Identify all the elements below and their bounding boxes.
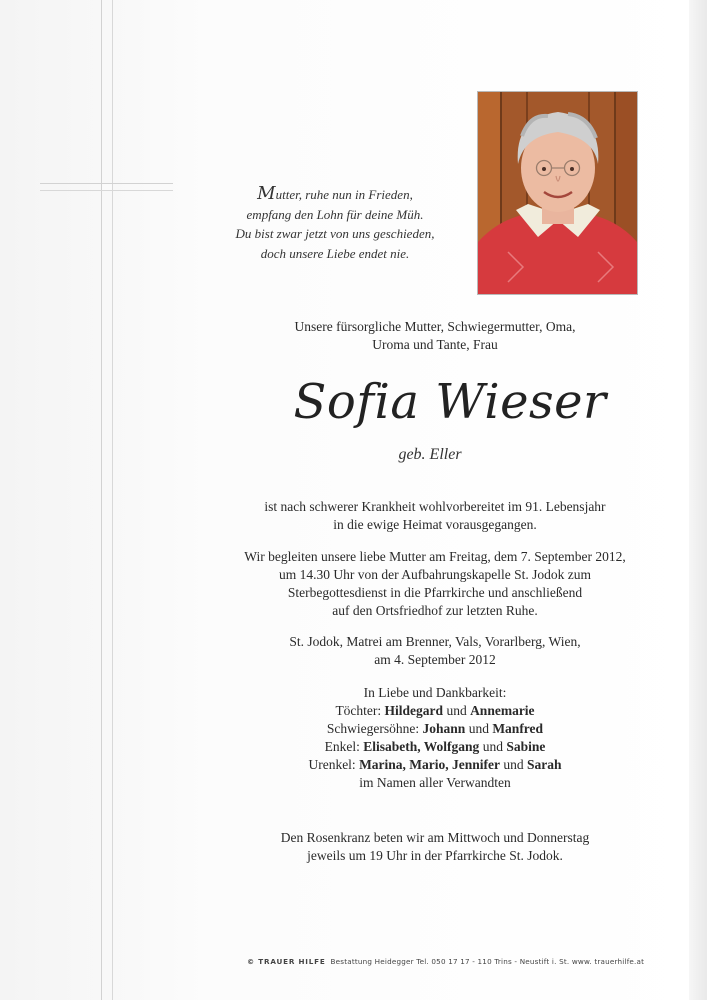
sons-in-law-row: Schwiegersöhne: Johann und Manfred	[326, 721, 544, 736]
funeral-details: Wir begleiten unsere liebe Mutter am Freitag, dem 7. September 2012, um 14.30 Uhr von der Aufbahrungskapelle St. Jodok zum Sterbegottesdienst in die Pfarrkirche und anschließend auf den Ortsfriedhof zur letzten Ruhe.	[244, 549, 626, 618]
portrait-photo	[477, 91, 638, 295]
family-closing: im Namen aller Verwandten	[359, 775, 511, 790]
family-list	[200, 684, 670, 792]
poem-initial: M	[257, 183, 276, 204]
cross-vertical-beam	[101, 0, 113, 1000]
family-heading: In Liebe und Dankbarkeit:	[363, 685, 507, 700]
grandchildren-row: Enkel: Elisabeth, Wolfgang und Sabine	[324, 739, 546, 754]
footer-contact: Bestattung Heidegger Tel. 050 17 17 - 110 Trins - Neustift i. St. www. trauerhilfe.at	[330, 957, 645, 966]
poem-line-1: Mutter, ruhe nun in Frieden,	[257, 183, 413, 204]
footer	[247, 957, 647, 966]
poem-line-3: Du bist zwar jetzt von uns geschieden,	[235, 226, 435, 241]
poem-line-4: doch unsere Liebe endet nie.	[260, 245, 410, 261]
birth-name: geb. Eller	[398, 446, 462, 463]
page-edge	[689, 0, 707, 1000]
cross-intersection	[102, 184, 112, 190]
intro-text: Unsere fürsorgliche Mutter, Schwiegermutter, Oma, Uroma und Tante, Frau	[294, 319, 576, 352]
footer-brand: © TRAUER HILFE	[247, 957, 326, 966]
great-grandchildren-row: Urenkel: Marina, Mario, Jennifer und Sarah	[308, 757, 562, 772]
poem-line-2: empfang den Lohn für deine Müh.	[246, 206, 424, 222]
memorial-poem	[215, 184, 455, 263]
deceased-name: Sofia Wieser	[293, 374, 607, 430]
place-and-date: St. Jodok, Matrei am Brenner, Vals, Vorarlberg, Wien, am 4. September 2012	[289, 634, 581, 667]
death-notice: ist nach schwerer Krankheit wohlvorbereitet im 91. Lebensjahr in die ewige Heimat vorausgegangen.	[264, 499, 606, 532]
rosary-notice: Den Rosenkranz beten wir am Mittwoch und Donnerstag jeweils um 19 Uhr in der Pfarrkirche St. Jodok.	[280, 830, 590, 863]
daughters-row: Töchter: Hildegard und Annemarie	[335, 703, 535, 718]
